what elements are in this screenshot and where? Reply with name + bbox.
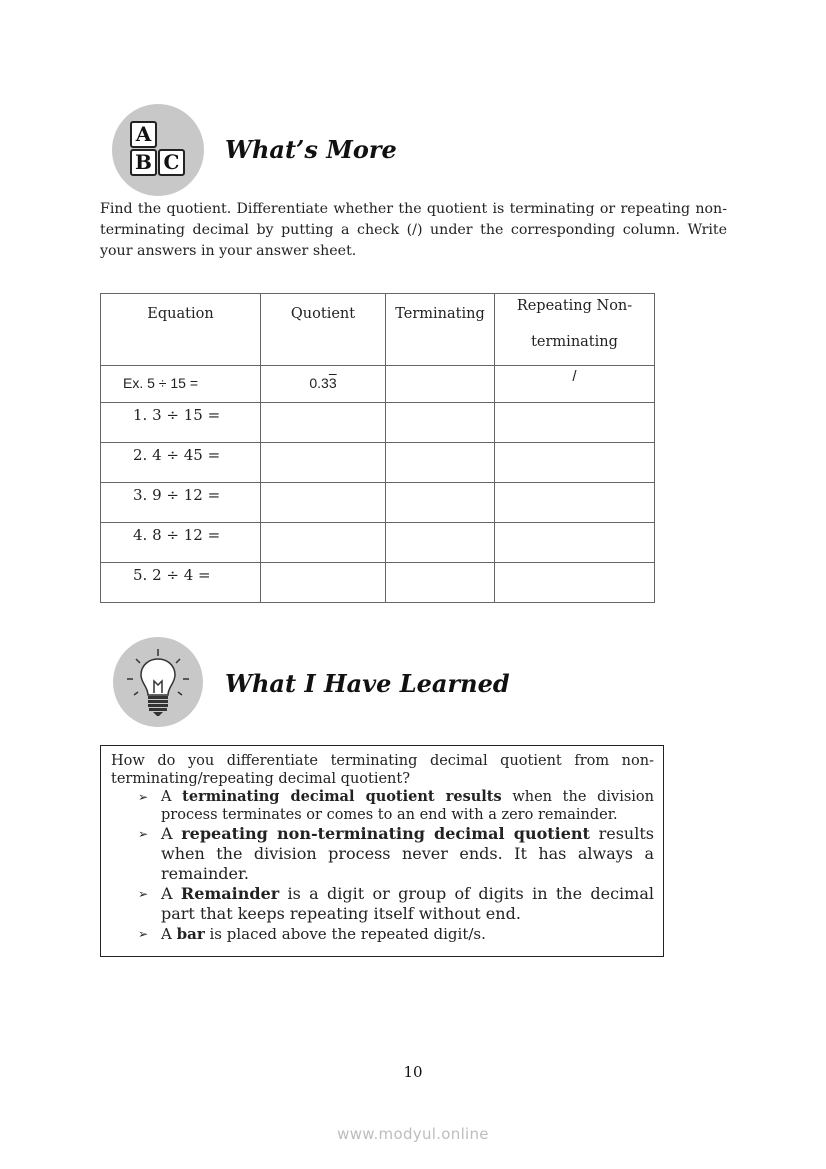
row-quotient-cell[interactable] (261, 443, 386, 483)
row-quotient-cell[interactable] (261, 523, 386, 563)
bullet-bold-term: repeating non-terminating decimal quotient (181, 824, 590, 843)
row-quotient-cell[interactable] (261, 403, 386, 443)
row-repeating-cell[interactable] (495, 523, 655, 563)
bullet-item (138, 924, 654, 944)
bullet-text: is placed above the repeated digit/s. (204, 925, 486, 943)
bullet-bold-term: Remainder (180, 884, 280, 903)
bullet-text: when the division process terminates or comes to an end with a zero remainder. (161, 789, 654, 823)
header-terminating: Terminating (386, 294, 495, 366)
example-quotient (261, 366, 386, 403)
header-repeating-line1: Repeating Non- (516, 298, 633, 314)
section-title-what-i-have-learned: What I Have Learned (225, 669, 510, 698)
table-row (101, 403, 655, 443)
example-equation: Ex. 5 ÷ 15 = (101, 366, 261, 403)
table-row (101, 483, 655, 523)
row-equation: 3. 9 ÷ 12 = (101, 483, 261, 523)
abc-blocks-icon (112, 104, 204, 196)
bullet-prefix: A (161, 884, 181, 903)
lightbulb-icon (113, 637, 203, 727)
bullet-text: results when the division process never ends. It has always a remainder. (161, 824, 654, 883)
bullet-prefix: A (161, 925, 177, 943)
row-repeating-cell[interactable] (495, 483, 655, 523)
bullet-text: is a digit or group of digits in the decimal part that keeps repeating itself without end. (161, 884, 654, 923)
section-title-whats-more: What’s More (225, 135, 397, 164)
table-row (101, 443, 655, 483)
lightbulb-svg (113, 637, 203, 727)
header-repeating (495, 294, 655, 366)
learned-question: How do you differentiate terminating decimal quotient from non-terminating/repeating decimal quotient? (111, 753, 654, 787)
row-terminating-cell[interactable] (386, 523, 495, 563)
arrow-bullet-icon: ➢ (138, 927, 149, 941)
row-repeating-cell[interactable] (495, 563, 655, 603)
row-repeating-cell[interactable] (495, 443, 655, 483)
row-equation: 1. 3 ÷ 15 = (101, 403, 261, 443)
row-quotient-cell[interactable] (261, 563, 386, 603)
page-number: 10 (403, 1063, 423, 1081)
block-c: C (158, 149, 185, 176)
example-quotient-prefix: 0.3 (309, 375, 329, 391)
arrow-bullet-icon: ➢ (138, 887, 149, 901)
row-equation: 4. 8 ÷ 12 = (101, 523, 261, 563)
table-row (101, 523, 655, 563)
row-terminating-cell[interactable] (386, 403, 495, 443)
arrow-bullet-icon: ➢ (138, 790, 149, 804)
watermark: www.modyul.online (337, 1125, 489, 1143)
row-repeating-cell[interactable] (495, 403, 655, 443)
bullet-bold-term: bar (176, 925, 205, 943)
table-row (101, 563, 655, 603)
row-terminating-cell[interactable] (386, 443, 495, 483)
example-repeating-check: / (495, 366, 655, 403)
row-equation: 5. 2 ÷ 4 = (101, 563, 261, 603)
row-terminating-cell[interactable] (386, 483, 495, 523)
bullet-item (138, 824, 654, 884)
bullet-prefix: A (161, 789, 183, 805)
block-b: B (130, 149, 157, 176)
header-quotient: Quotient (261, 294, 386, 366)
header-repeating-line2: terminating (531, 334, 618, 350)
repeating-digit-bar: 3 (328, 375, 337, 391)
header-equation: Equation (101, 294, 261, 366)
arrow-bullet-icon: ➢ (138, 827, 149, 841)
bullet-prefix: A (161, 824, 182, 843)
example-terminating (386, 366, 495, 403)
worksheet-table (100, 293, 655, 603)
row-terminating-cell[interactable] (386, 563, 495, 603)
bullet-item (138, 788, 654, 824)
bullet-item (138, 884, 654, 924)
row-quotient-cell[interactable] (261, 483, 386, 523)
example-row (101, 366, 655, 403)
block-a: A (130, 121, 157, 148)
row-equation: 2. 4 ÷ 45 = (101, 443, 261, 483)
bullet-bold-term: terminating decimal quotient results (182, 788, 502, 805)
learned-summary-box (100, 745, 664, 957)
instructions: Find the quotient. Differentiate whether the quotient is terminating or repeating non-terminating decimal by putting a check (/) under the corresponding column. Write your answers in your answer sheet. (100, 201, 727, 259)
learned-bullet-list (111, 788, 654, 944)
